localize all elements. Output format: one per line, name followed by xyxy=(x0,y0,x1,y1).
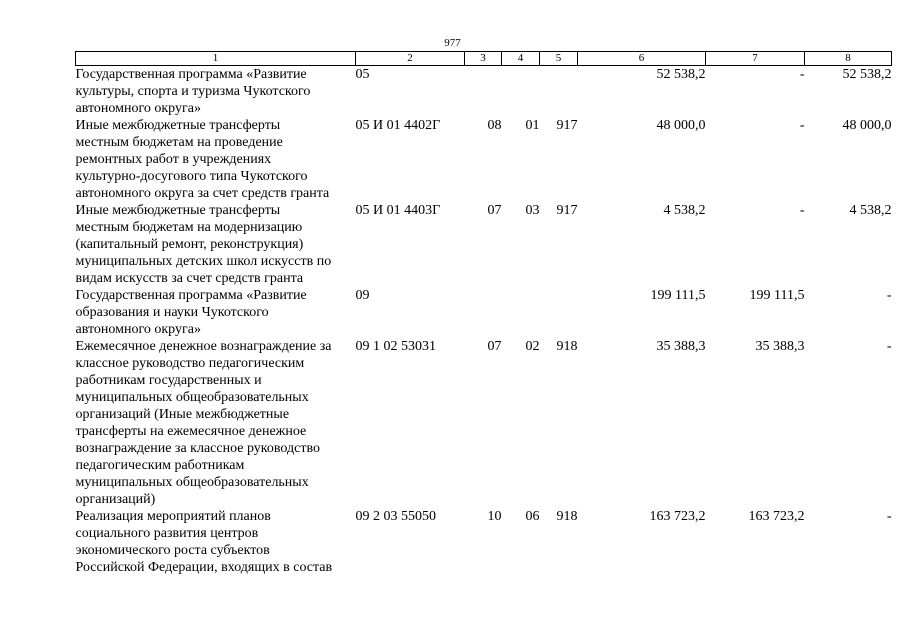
item-name-line: местным бюджетам на проведение xyxy=(75,135,283,150)
item-name-line: культуры, спорта и туризма Чукотского xyxy=(75,84,311,99)
total-amount-cell: 35 388,3 xyxy=(656,339,706,354)
target-code-cell: 05 И 01 4403Г xyxy=(355,203,441,218)
table-row xyxy=(76,287,892,338)
subsection-cell xyxy=(502,66,540,118)
item-name-line: организаций) xyxy=(75,492,156,507)
item-name-line: ремонтных работ в учреждениях xyxy=(75,152,272,167)
column-number-cell: 7 xyxy=(706,52,805,66)
section-cell: 07 xyxy=(487,339,502,354)
regional-amount-cell: - xyxy=(886,509,892,524)
item-name-line: культурно-досугового типа Чукотского xyxy=(75,169,308,184)
section-cell: 08 xyxy=(487,118,502,133)
total-amount-cell: 163 723,2 xyxy=(649,509,706,524)
item-name-line: образования и науки Чукотского xyxy=(75,305,269,320)
target-code-cell: 09 1 02 53031 xyxy=(355,339,436,354)
table-body xyxy=(76,66,892,577)
subsection-cell xyxy=(502,287,540,338)
budget-table xyxy=(75,51,892,576)
column-number-cell: 5 xyxy=(540,52,578,66)
item-name-line: муниципальных детских школ искусств по xyxy=(75,254,332,269)
table-row xyxy=(76,66,892,118)
item-name-line: педагогическим работникам xyxy=(75,458,245,473)
target-code-cell: 05 xyxy=(355,67,370,82)
administrator-cell: 917 xyxy=(556,203,578,218)
item-name-cell xyxy=(76,287,356,338)
total-amount-cell: 52 538,2 xyxy=(656,67,706,82)
target-code-cell: 09 xyxy=(355,288,370,303)
table-row xyxy=(76,117,892,202)
regional-amount-cell: 4 538,2 xyxy=(849,203,892,218)
item-name-cell xyxy=(76,117,356,202)
total-amount-cell: 199 111,5 xyxy=(650,288,706,303)
item-name-line: видам искусств за счет средств гранта xyxy=(75,271,304,286)
federal-amount-cell: - xyxy=(799,203,805,218)
section-cell: 07 xyxy=(487,203,502,218)
item-name-line: классное руководство педагогическим xyxy=(75,356,305,371)
column-number-cell: 4 xyxy=(502,52,540,66)
item-name-line: местным бюджетам на модернизацию xyxy=(75,220,303,235)
item-name-line: вознаграждение за классное руководство xyxy=(75,441,320,456)
regional-amount-cell: 52 538,2 xyxy=(842,67,892,82)
administrator-cell xyxy=(540,66,578,118)
item-name-line: работникам государственных и xyxy=(75,373,262,388)
item-name-line: Иные межбюджетные трансферты xyxy=(75,118,281,133)
regional-amount-cell: 48 000,0 xyxy=(842,118,892,133)
item-name-line: муниципальных общеобразовательных xyxy=(75,390,309,405)
regional-amount-cell: - xyxy=(886,288,892,303)
column-number-cell: 3 xyxy=(465,52,502,66)
item-name-cell xyxy=(76,338,356,508)
federal-amount-cell: 163 723,2 xyxy=(748,509,805,524)
item-name-line: автономного округа» xyxy=(75,322,201,337)
federal-amount-cell: - xyxy=(799,118,805,133)
subsection-cell: 01 xyxy=(525,118,540,133)
administrator-cell: 918 xyxy=(556,509,578,524)
administrator-cell: 917 xyxy=(556,118,578,133)
subsection-cell: 03 xyxy=(525,203,540,218)
administrator-cell xyxy=(540,287,578,338)
item-name-line: Реализация мероприятий планов xyxy=(75,509,271,524)
item-name-cell xyxy=(76,202,356,287)
table-row xyxy=(76,202,892,287)
section-cell xyxy=(465,287,502,338)
item-name-line: трансферты на ежемесячное денежное xyxy=(75,424,307,439)
administrator-cell: 918 xyxy=(556,339,578,354)
target-code-cell: 09 2 03 55050 xyxy=(355,509,436,524)
item-name-line: автономного округа за счет средств гранта xyxy=(75,186,330,201)
table-row xyxy=(76,338,892,508)
item-name-line: Иные межбюджетные трансферты xyxy=(75,203,281,218)
item-name-line: Государственная программа «Развитие xyxy=(75,67,307,82)
item-name-line: социального развития центров xyxy=(75,526,259,541)
subsection-cell: 06 xyxy=(525,509,540,524)
federal-amount-cell: 35 388,3 xyxy=(755,339,805,354)
federal-amount-cell: - xyxy=(799,67,805,82)
item-name-line: Государственная программа «Развитие xyxy=(75,288,307,303)
section-cell: 10 xyxy=(487,509,502,524)
total-amount-cell: 48 000,0 xyxy=(656,118,706,133)
section-cell xyxy=(465,66,502,118)
item-name-line: автономного округа» xyxy=(75,101,201,116)
item-name-line: (капитальный ремонт, реконструкция) xyxy=(75,237,304,252)
column-number-cell: 1 xyxy=(76,52,356,66)
table-row xyxy=(76,508,892,576)
federal-amount-cell: 199 111,5 xyxy=(749,288,805,303)
item-name-line: организаций (Иные межбюджетные xyxy=(75,407,290,422)
column-number-cell: 6 xyxy=(578,52,706,66)
item-name-cell xyxy=(76,66,356,118)
column-number-cell: 8 xyxy=(805,52,892,66)
item-name-line: экономического роста субъектов xyxy=(75,543,270,558)
column-number-row xyxy=(76,52,892,66)
page-number: 977 xyxy=(444,37,461,49)
subsection-cell: 02 xyxy=(525,339,540,354)
regional-amount-cell: - xyxy=(886,339,892,354)
total-amount-cell: 4 538,2 xyxy=(663,203,706,218)
item-name-line: Ежемесячное денежное вознаграждение за xyxy=(75,339,332,354)
item-name-cell xyxy=(76,508,356,576)
target-code-cell: 05 И 01 4402Г xyxy=(355,118,441,133)
column-number-cell: 2 xyxy=(356,52,465,66)
item-name-line: муниципальных общеобразовательных xyxy=(75,475,309,490)
item-name-line: Российской Федерации, входящих в состав xyxy=(75,560,333,575)
